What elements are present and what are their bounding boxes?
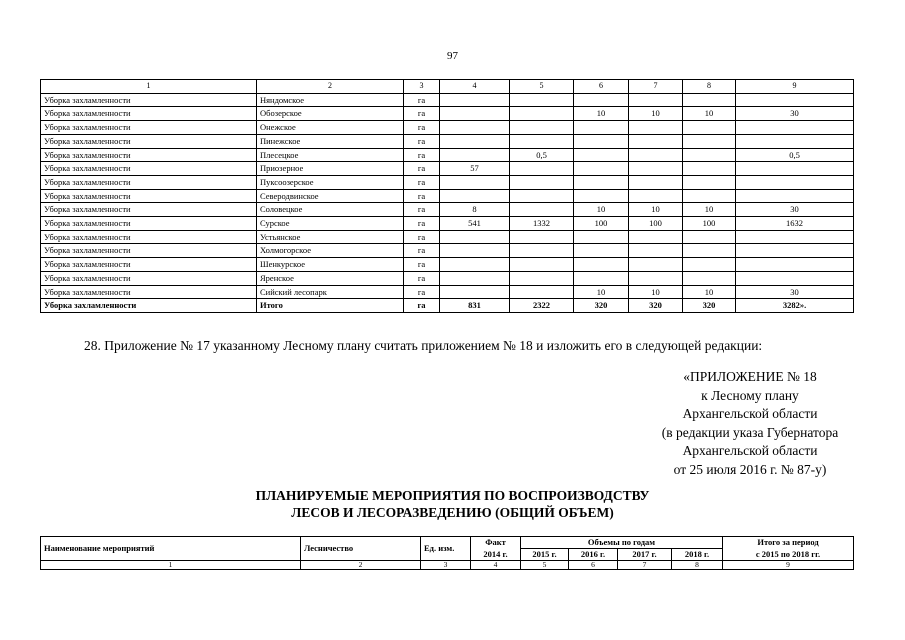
table-cell: 100 xyxy=(629,217,683,231)
table-cell xyxy=(510,162,574,176)
table-cell xyxy=(629,134,683,148)
table-cell xyxy=(440,134,510,148)
table-cell xyxy=(629,244,683,258)
appendix-line: Архангельской области xyxy=(682,443,818,458)
table-cell: 10 xyxy=(629,285,683,299)
header-2015: 2015 г. xyxy=(521,549,569,561)
table-cell: 541 xyxy=(440,217,510,231)
table-cell: 10 xyxy=(574,107,629,121)
column-number: 5 xyxy=(521,561,569,570)
table-cell: 10 xyxy=(629,203,683,217)
table-row xyxy=(41,134,854,148)
table-cell xyxy=(440,244,510,258)
table-cell: 8 xyxy=(440,203,510,217)
table-row xyxy=(41,271,854,285)
column-number: 2 xyxy=(301,561,421,570)
table-cell: 30 xyxy=(736,203,854,217)
table-cell xyxy=(683,148,736,162)
table-cell: Шенкурское xyxy=(257,258,404,272)
table-cell: Уборка захламленности xyxy=(41,230,257,244)
table-cell xyxy=(440,121,510,135)
header-fact: Факт xyxy=(471,537,521,549)
table-cell xyxy=(510,230,574,244)
table-cell: га xyxy=(404,230,440,244)
table-cell xyxy=(440,93,510,107)
table-cell: 3 xyxy=(404,80,440,94)
table-cell xyxy=(440,258,510,272)
table-cell: 9 xyxy=(736,80,854,94)
paragraph-28: 28. Приложение № 17 указанному Лесному плану считать приложением № 18 и изложить его в следующей редакции: xyxy=(84,338,763,353)
column-number: 7 xyxy=(618,561,672,570)
table-cell: 10 xyxy=(683,285,736,299)
table2-header-row xyxy=(41,537,854,549)
table-cell: Уборка захламленности xyxy=(41,148,257,162)
cleanup-table xyxy=(40,79,854,313)
table-cell: Уборка захламленности xyxy=(41,93,257,107)
table-cell xyxy=(574,271,629,285)
table-cell: Уборка захламленности xyxy=(41,121,257,135)
appendix-line: от 25 июля 2016 г. № 87-у) xyxy=(673,461,827,477)
table-cell: Уборка захламленности xyxy=(41,285,257,299)
table-cell: га xyxy=(404,175,440,189)
table-cell: 8 xyxy=(683,80,736,94)
header-unit: Ед. изм. xyxy=(421,537,471,561)
table-cell: Уборка захламленности xyxy=(41,203,257,217)
table-cell: 57 xyxy=(440,162,510,176)
table-cell xyxy=(510,244,574,258)
table-cell: 320 xyxy=(574,299,629,313)
column-number: 1 xyxy=(41,561,301,570)
table-cell xyxy=(629,175,683,189)
table-cell xyxy=(736,121,854,135)
table-cell xyxy=(510,258,574,272)
table-cell: Устьянское xyxy=(257,230,404,244)
appendix-line: Архангельской области xyxy=(682,406,818,421)
table-row xyxy=(41,189,854,203)
table-cell xyxy=(683,121,736,135)
table-cell: Уборка захламленности xyxy=(41,134,257,148)
table-row xyxy=(41,121,854,135)
table-cell: Уборка захламленности xyxy=(41,217,257,231)
table-cell xyxy=(629,271,683,285)
table-cell: Сийский лесопарк xyxy=(257,285,404,299)
header-2016: 2016 г. xyxy=(569,549,618,561)
table-cell xyxy=(440,107,510,121)
table-row xyxy=(41,230,854,244)
table-row xyxy=(41,93,854,107)
table-cell: 30 xyxy=(736,107,854,121)
title-line-2: ЛЕСОВ И ЛЕСОРАЗВЕДЕНИЮ (ОБЩИЙ ОБЪЕМ) xyxy=(291,505,614,520)
column-number: 9 xyxy=(723,561,854,570)
table-cell xyxy=(629,93,683,107)
header-2017: 2017 г. xyxy=(618,549,672,561)
table-cell: Холмогорское xyxy=(257,244,404,258)
table-cell: 3282». xyxy=(736,299,854,313)
column-number: 4 xyxy=(471,561,521,570)
table-cell xyxy=(574,244,629,258)
table-cell: Няндомское xyxy=(257,93,404,107)
table-cell: га xyxy=(404,258,440,272)
table-cell xyxy=(736,134,854,148)
table-cell xyxy=(440,175,510,189)
table-cell xyxy=(510,189,574,203)
table-cell xyxy=(683,175,736,189)
table-cell xyxy=(510,271,574,285)
table-cell: га xyxy=(404,134,440,148)
table-cell: га xyxy=(404,244,440,258)
table-cell xyxy=(574,93,629,107)
table-row xyxy=(41,244,854,258)
header-total-period: с 2015 по 2018 гг. xyxy=(723,549,854,561)
page-number: 97 xyxy=(447,50,458,62)
table-cell xyxy=(440,285,510,299)
table-cell xyxy=(629,230,683,244)
table-cell xyxy=(736,175,854,189)
appendix-line: к Лесному плану xyxy=(701,387,799,403)
table-cell: 1332 xyxy=(510,217,574,231)
header-fact-year: 2014 г. xyxy=(471,549,521,561)
table-cell xyxy=(736,244,854,258)
table-cell xyxy=(736,258,854,272)
table-cell: Уборка захламленности xyxy=(41,107,257,121)
table-cell xyxy=(629,162,683,176)
table-cell xyxy=(683,271,736,285)
table-cell: га xyxy=(404,148,440,162)
table-row xyxy=(41,162,854,176)
appendix-header xyxy=(600,368,900,479)
table-cell: 7 xyxy=(629,80,683,94)
table-cell: га xyxy=(404,93,440,107)
table-cell: 5 xyxy=(510,80,574,94)
table-cell: 831 xyxy=(440,299,510,313)
table-cell: 0,5 xyxy=(736,148,854,162)
table-cell xyxy=(736,93,854,107)
table-cell xyxy=(629,121,683,135)
table-cell: Уборка захламленности xyxy=(41,299,257,313)
header-2018: 2018 г. xyxy=(672,549,723,561)
table-cell xyxy=(629,258,683,272)
table-cell xyxy=(574,230,629,244)
table-cell xyxy=(510,107,574,121)
header-volumes: Объемы по годам xyxy=(521,537,723,549)
table2-column-numbers xyxy=(41,561,854,570)
table-cell: 1632 xyxy=(736,217,854,231)
column-number: 3 xyxy=(421,561,471,570)
title-line-1: ПЛАНИРУЕМЫЕ МЕРОПРИЯТИЯ ПО ВОСПРОИЗВОДСТВУ xyxy=(255,488,650,503)
table-cell: га xyxy=(404,299,440,313)
table-cell xyxy=(736,230,854,244)
table-cell: Северодвинское xyxy=(257,189,404,203)
table-cell xyxy=(683,189,736,203)
table-cell xyxy=(574,121,629,135)
table-cell: Онежское xyxy=(257,121,404,135)
column-number: 6 xyxy=(569,561,618,570)
table-cell: Пуксоозерское xyxy=(257,175,404,189)
table-cell: 100 xyxy=(574,217,629,231)
table-cell: 2 xyxy=(257,80,404,94)
table-cell: 6 xyxy=(574,80,629,94)
table-cell: га xyxy=(404,107,440,121)
table-cell xyxy=(629,189,683,203)
table-cell xyxy=(736,162,854,176)
table-cell: Сурское xyxy=(257,217,404,231)
table-row xyxy=(41,148,854,162)
table-cell xyxy=(574,134,629,148)
table-cell xyxy=(683,258,736,272)
table-cell: Уборка захламленности xyxy=(41,189,257,203)
table-cell: 10 xyxy=(683,107,736,121)
table-cell xyxy=(683,162,736,176)
table-cell: 2322 xyxy=(510,299,574,313)
table-cell: Яренское xyxy=(257,271,404,285)
table-cell: 10 xyxy=(683,203,736,217)
table-row xyxy=(41,175,854,189)
table-cell xyxy=(510,93,574,107)
table-cell xyxy=(574,189,629,203)
table-row xyxy=(41,217,854,231)
table-cell xyxy=(683,93,736,107)
table-cell xyxy=(440,148,510,162)
table-cell xyxy=(510,134,574,148)
table-cell: Соловецкое xyxy=(257,203,404,217)
planned-activities-table xyxy=(40,536,854,570)
section-title xyxy=(0,487,905,521)
table-cell xyxy=(510,203,574,217)
table-cell: Уборка захламленности xyxy=(41,271,257,285)
appendix-line: (в редакции указа Губернатора xyxy=(661,424,839,440)
table-cell xyxy=(510,175,574,189)
table-cell xyxy=(574,258,629,272)
table-cell: Плесецкое xyxy=(257,148,404,162)
table-cell: 10 xyxy=(629,107,683,121)
table-cell xyxy=(440,230,510,244)
table-cell: Пинежское xyxy=(257,134,404,148)
table-cell: Уборка захламленности xyxy=(41,244,257,258)
table-cell: 100 xyxy=(683,217,736,231)
column-number: 8 xyxy=(672,561,723,570)
table-cell xyxy=(574,148,629,162)
table-cell: Итого xyxy=(257,299,404,313)
table-cell: 10 xyxy=(574,285,629,299)
table-cell: га xyxy=(404,162,440,176)
total-row xyxy=(41,299,854,313)
table-cell: Уборка захламленности xyxy=(41,258,257,272)
appendix-line: «ПРИЛОЖЕНИЕ № 18 xyxy=(683,369,817,384)
table-cell: Обозерское xyxy=(257,107,404,121)
table-cell: 30 xyxy=(736,285,854,299)
table-cell xyxy=(440,271,510,285)
table-row xyxy=(41,285,854,299)
header-total: Итого за период xyxy=(723,537,854,549)
table-cell xyxy=(629,148,683,162)
table-cell xyxy=(736,189,854,203)
table-cell: Приозерное xyxy=(257,162,404,176)
table-cell xyxy=(510,121,574,135)
table-cell: га xyxy=(404,203,440,217)
table-cell xyxy=(574,162,629,176)
table-cell: 1 xyxy=(41,80,257,94)
table-cell: 4 xyxy=(440,80,510,94)
header-activity: Наименование мероприятий xyxy=(41,537,301,561)
table-cell: га xyxy=(404,189,440,203)
table-cell: Уборка захламленности xyxy=(41,162,257,176)
table-row xyxy=(41,107,854,121)
header-forestry: Лесничество xyxy=(301,537,421,561)
table-cell xyxy=(440,189,510,203)
table-cell: га xyxy=(404,217,440,231)
table-row xyxy=(41,203,854,217)
table-cell: га xyxy=(404,285,440,299)
table-cell: га xyxy=(404,121,440,135)
table-cell: 0,5 xyxy=(510,148,574,162)
table-cell xyxy=(683,134,736,148)
table-cell xyxy=(683,244,736,258)
table-row xyxy=(41,258,854,272)
table-cell: га xyxy=(404,271,440,285)
table-cell: 10 xyxy=(574,203,629,217)
column-number-row xyxy=(41,80,854,94)
table-cell xyxy=(574,175,629,189)
table-cell xyxy=(736,271,854,285)
table-cell xyxy=(683,230,736,244)
table-cell: Уборка захламленности xyxy=(41,175,257,189)
table-cell xyxy=(510,285,574,299)
table-cell: 320 xyxy=(629,299,683,313)
table-cell: 320 xyxy=(683,299,736,313)
